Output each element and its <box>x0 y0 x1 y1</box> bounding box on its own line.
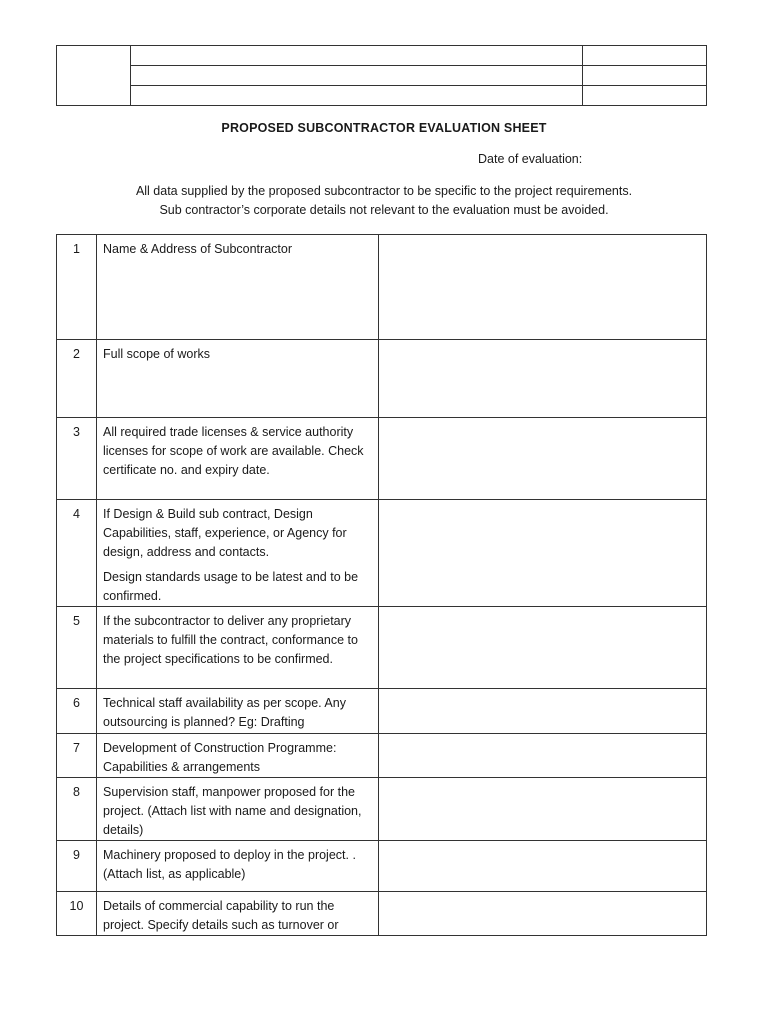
row-number: 5 <box>57 607 97 689</box>
row-answer-cell[interactable] <box>379 841 707 892</box>
row-description: Details of commercial capability to run the project. Specify details such as turnover or <box>97 892 379 936</box>
evaluation-table <box>56 234 707 936</box>
table-row <box>57 841 707 892</box>
row-number: 9 <box>57 841 97 892</box>
table-row <box>57 340 707 418</box>
header-logo-cell <box>57 46 131 106</box>
header-cell <box>131 86 583 106</box>
header-cell <box>131 66 583 86</box>
table-row <box>57 418 707 500</box>
row-answer-cell[interactable] <box>379 340 707 418</box>
row-description: Development of Construction Programme: Capabilities & arrangements <box>97 734 379 778</box>
header-cell <box>583 46 707 66</box>
instructions <box>0 182 768 220</box>
row-number: 1 <box>57 235 97 340</box>
row-number: 4 <box>57 500 97 607</box>
table-row <box>57 892 707 936</box>
row-number: 8 <box>57 778 97 841</box>
instruction-line: All data supplied by the proposed subcontractor to be specific to the project requirements. <box>135 184 633 198</box>
row-answer-cell[interactable] <box>379 689 707 734</box>
row-number: 7 <box>57 734 97 778</box>
row-number: 3 <box>57 418 97 500</box>
row-description: Supervision staff, manpower proposed for the project. (Attach list with name and designation, details) <box>97 778 379 841</box>
row-description: If the subcontractor to deliver any proprietary materials to fulfill the contract, conformance to the project specifications to be confirmed. <box>97 607 379 689</box>
row-answer-cell[interactable] <box>379 607 707 689</box>
row-answer-cell[interactable] <box>379 418 707 500</box>
table-row <box>57 734 707 778</box>
row-description: Technical staff availability as per scope. Any outsourcing is planned? Eg: Drafting <box>97 689 379 734</box>
row-answer-cell[interactable] <box>379 892 707 936</box>
row-description: Name & Address of Subcontractor <box>97 235 379 340</box>
row-description: Full scope of works <box>97 340 379 418</box>
table-row <box>57 235 707 340</box>
row-answer-cell[interactable] <box>379 734 707 778</box>
header-cell <box>131 46 583 66</box>
row-number: 10 <box>57 892 97 936</box>
row-number: 6 <box>57 689 97 734</box>
table-row <box>57 778 707 841</box>
row-number: 2 <box>57 340 97 418</box>
date-of-evaluation-label: Date of evaluation: <box>478 152 583 166</box>
document-header-table <box>56 45 707 106</box>
instruction-line: Sub contractor’s corporate details not relevant to the evaluation must be avoided. <box>159 203 609 217</box>
header-cell <box>583 86 707 106</box>
row-answer-cell[interactable] <box>379 778 707 841</box>
header-cell <box>583 66 707 86</box>
table-row <box>57 500 707 607</box>
table-row <box>57 689 707 734</box>
table-row <box>57 607 707 689</box>
document-title: PROPOSED SUBCONTRACTOR EVALUATION SHEET <box>221 121 547 135</box>
row-description: If Design & Build sub contract, Design Capabilities, staff, experience, or Agency for design, address and contacts. Design standards usage to be latest and to be confirmed. <box>97 500 379 607</box>
row-description: All required trade licenses & service authority licenses for scope of work are available. Check certificate no. and expiry date. <box>97 418 379 500</box>
row-answer-cell[interactable] <box>379 500 707 607</box>
row-description: Machinery proposed to deploy in the project. . (Attach list, as applicable) <box>97 841 379 892</box>
row-answer-cell[interactable] <box>379 235 707 340</box>
